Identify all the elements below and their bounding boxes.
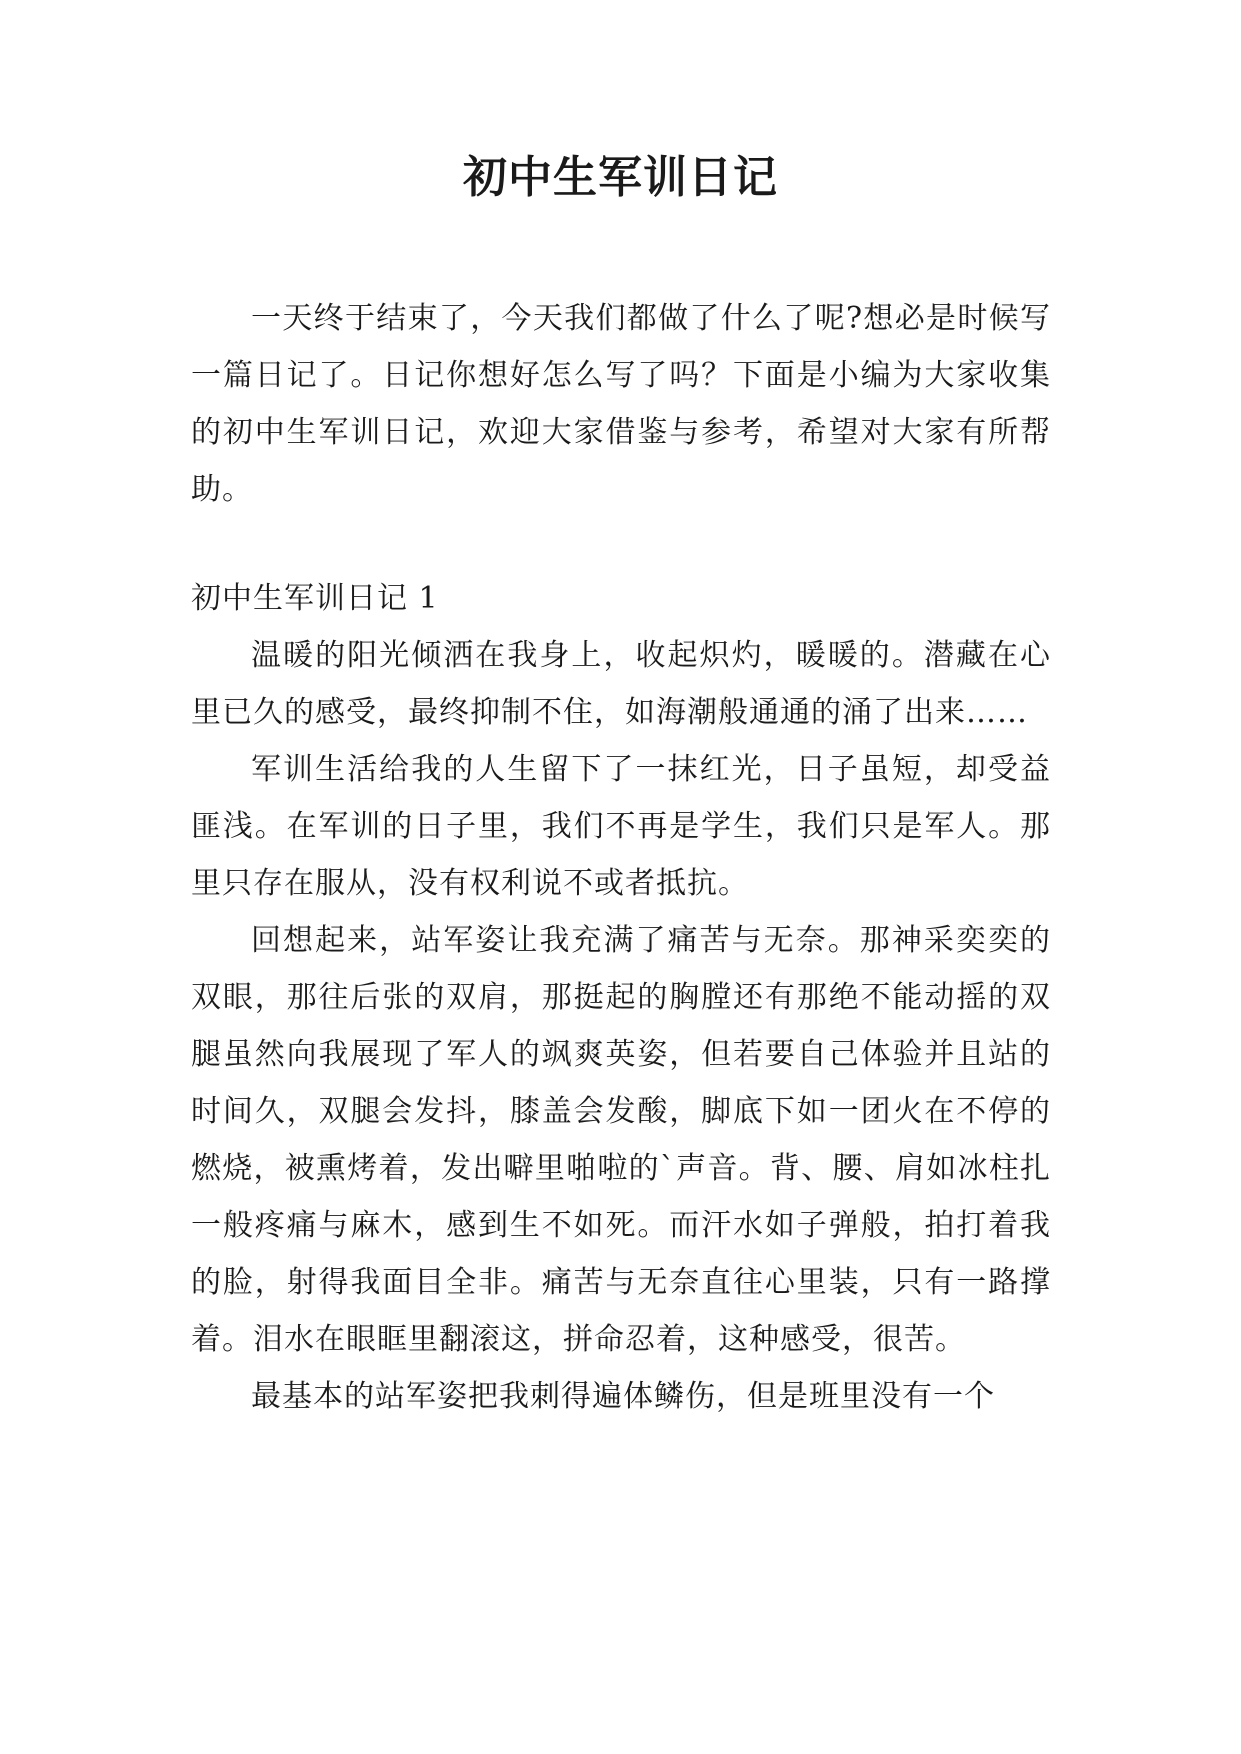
intro-paragraph: 一天终于结束了，今天我们都做了什么了呢?想必是时候写一篇日记了。日记你想好怎么写了吗？下面是小编为大家收集的初中生军训日记，欢迎大家借鉴与参考，希望对大家有所帮助。 bbox=[191, 301, 1051, 507]
body-paragraph: 军训生活给我的人生留下了一抹红光，日子虽短，却受益匪浅。在军训的日子里，我们不再是学生，我们只是军人。那里只存在服从，没有权利说不或者抵抗。 bbox=[191, 752, 1051, 901]
document-title: 初中生军训日记 bbox=[463, 152, 778, 203]
body-paragraph: 温暖的阳光倾洒在我身上，收起炽灼，暖暖的。潜藏在心里已久的感受，最终抑制不住，如海潮般通通的涌了出来…… bbox=[191, 638, 1051, 730]
section-heading: 初中生军训日记 1 bbox=[191, 581, 439, 616]
document-body bbox=[191, 290, 1051, 1425]
body-paragraph: 回想起来，站军姿让我充满了痛苦与无奈。那神采奕奕的双眼，那往后张的双肩，那挺起的胸膛还有那绝不能动摇的双腿虽然向我展现了军人的飒爽英姿，但若要自己体验并且站的时间久，双腿会发抖，膝盖会发酸，脚底下如一团火在不停的燃烧，被熏烤着，发出噼里啪啦的`声音。背、腰、肩如冰柱扎一般疼痛与麻木，感到生不如死。而汗水如子弹般，拍打着我的脸，射得我面目全非。痛苦与无奈直往心里装，只有一路撑着。泪水在眼眶里翻滚这，拼命忍着，这种感受，很苦。 bbox=[191, 923, 1051, 1357]
body-paragraph: 最基本的站军姿把我刺得遍体鳞伤，但是班里没有一个 bbox=[251, 1379, 995, 1414]
